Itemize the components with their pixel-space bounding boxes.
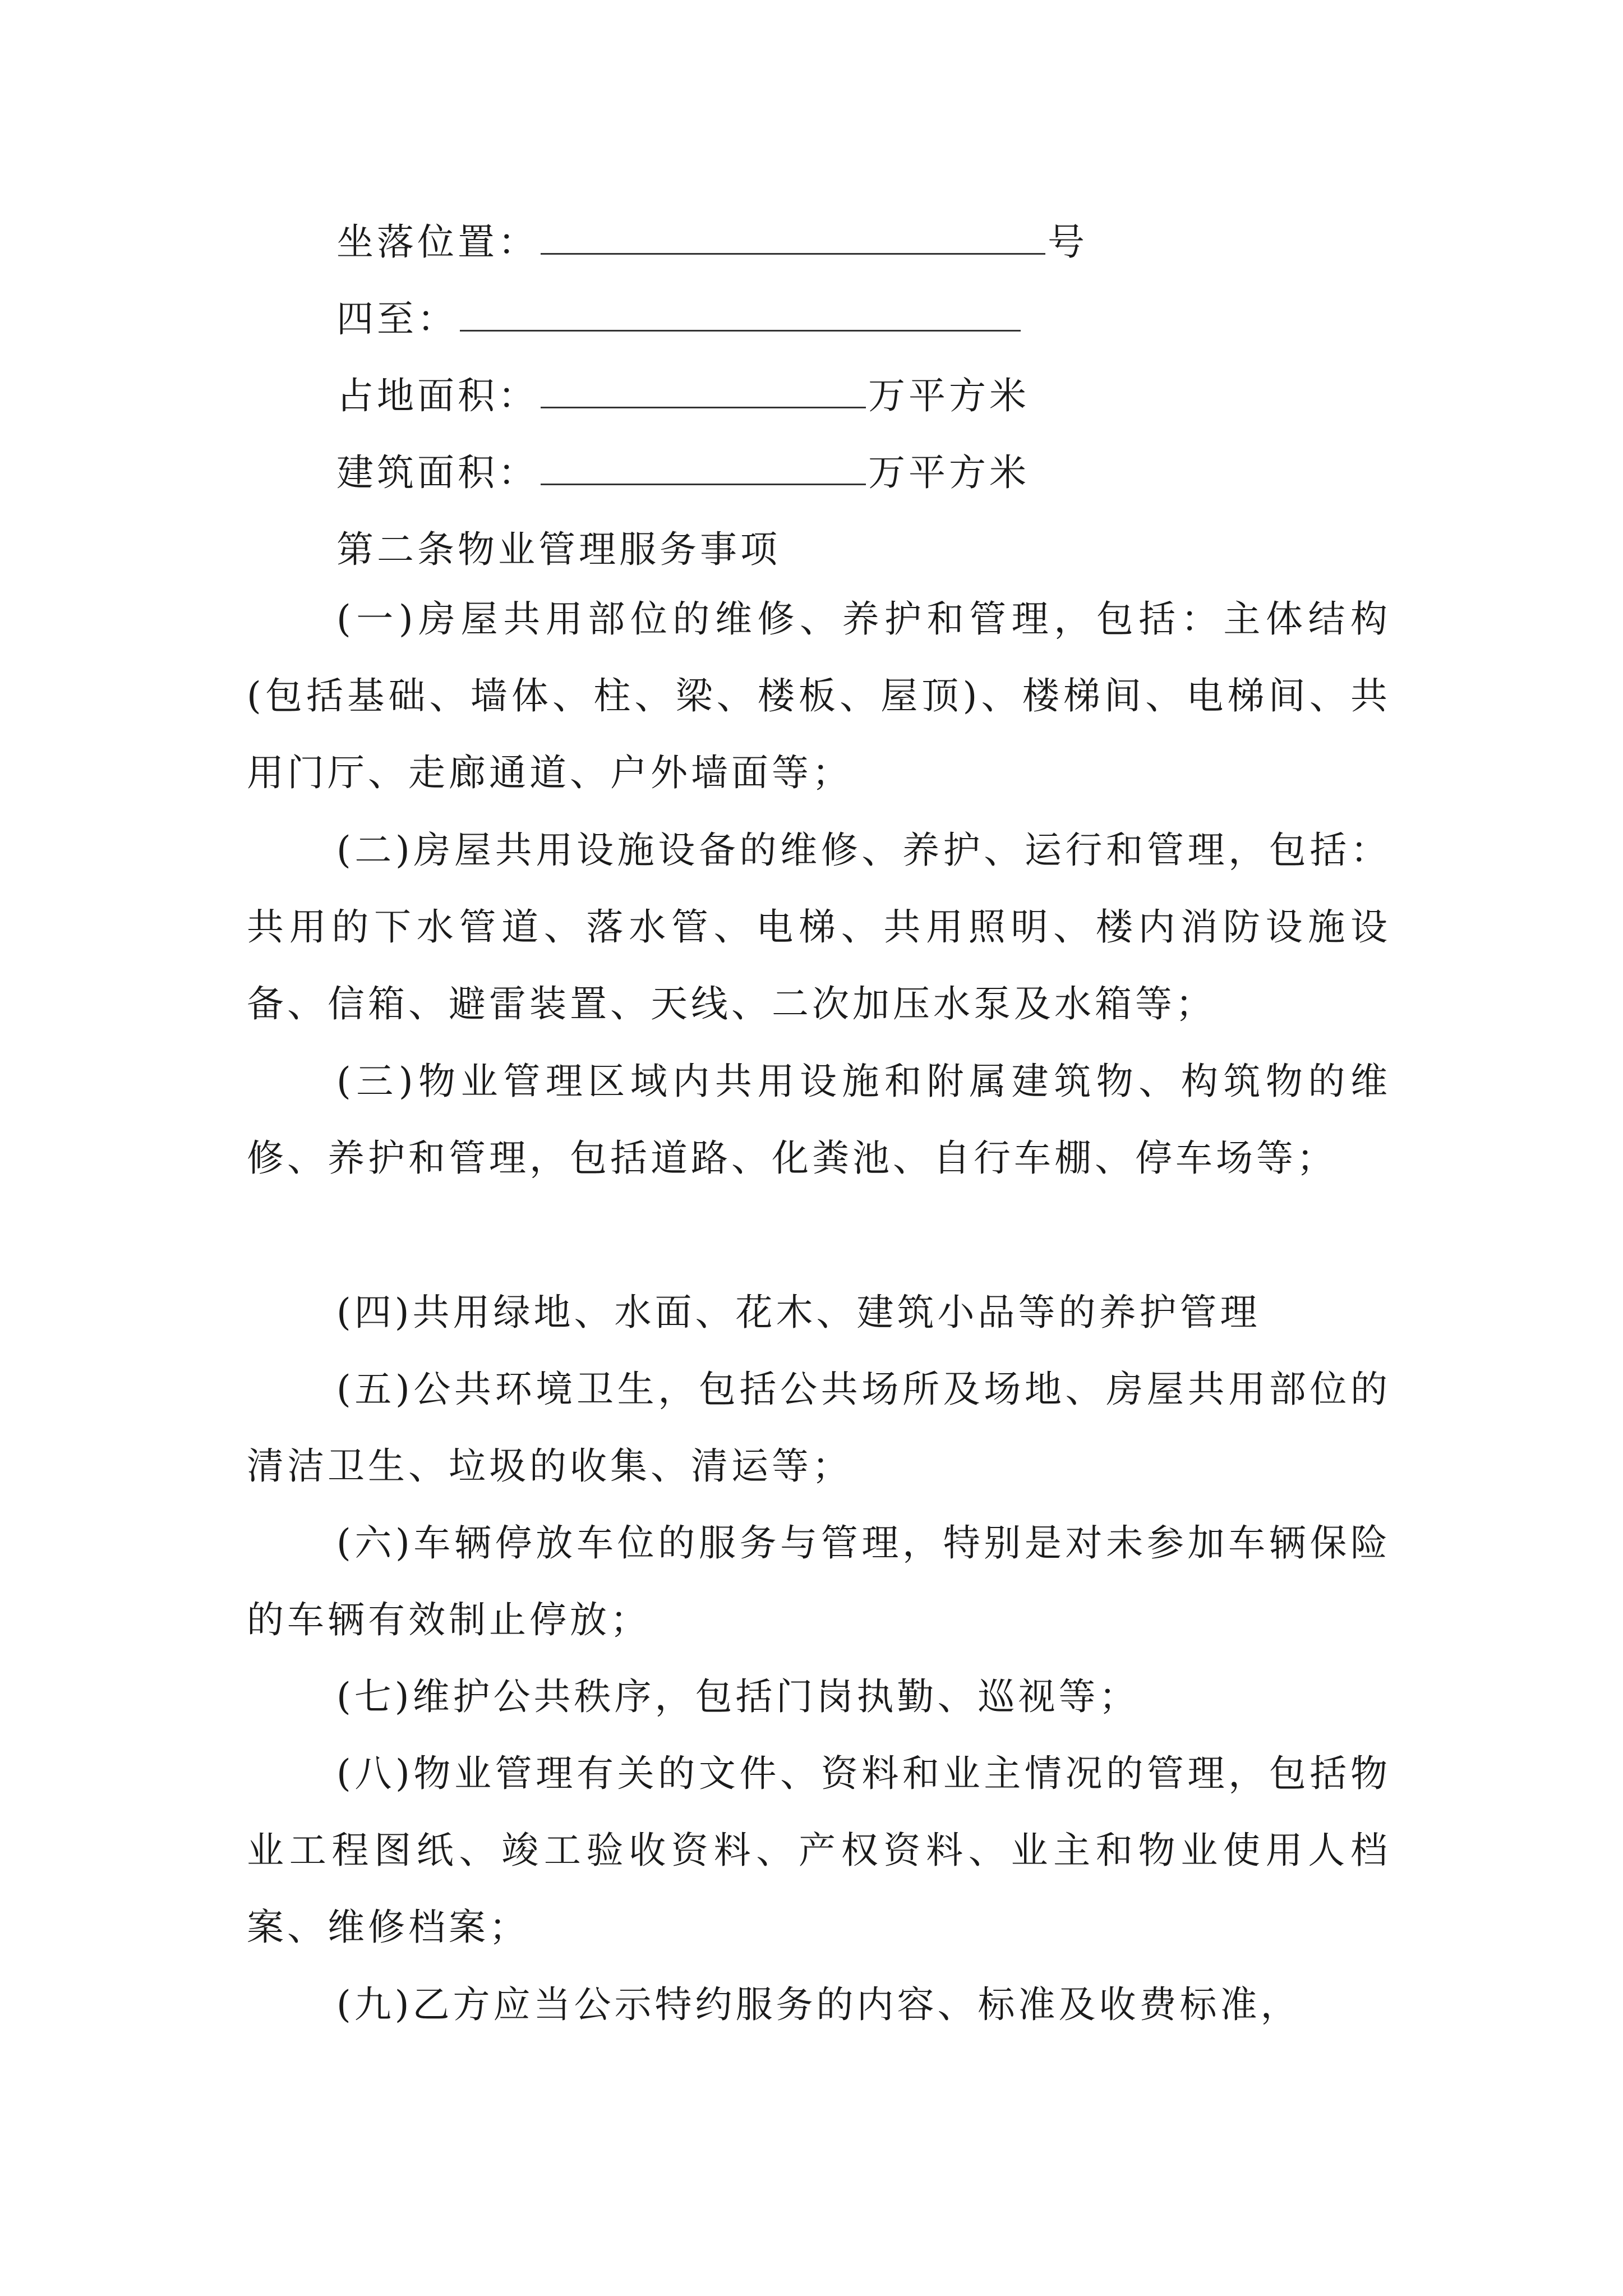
location-blank [541, 222, 1045, 255]
list-item: (六)车辆停放车位的服务与管理，特别是对未参加车辆保险的车辆有效制止停放； [247, 1521, 1391, 1641]
land-area-label: 占地面积： [336, 374, 538, 417]
list-item: (七)维护公共秩序，包括门岗执勤、巡视等； [336, 1675, 1140, 1718]
land-area-blank [541, 375, 866, 408]
building-area-unit: 万平方米 [868, 451, 1030, 494]
land-area-unit: 万平方米 [868, 374, 1030, 417]
list-item: (八)物业管理有关的文件、资料和业主情况的管理，包括物业工程图纸、竣工验收资料、产权资料、业主和物业使用人档案、维修档案； [247, 1752, 1391, 1949]
list-item: (四)共用绿地、水面、花木、建筑小品等的养护管理 [336, 1291, 1261, 1334]
list-item: (一)房屋共用部位的维修、养护和管理，包括：主体结构(包括基础、墙体、柱、梁、楼板、屋顶)、楼梯间、电梯间、共用门厅、走廊通道、户外墙面等； [247, 597, 1391, 794]
list-item: (九)乙方应当公示特约服务的内容、标准及收费标准， [336, 1983, 1301, 2026]
location-label: 坐落位置： [336, 220, 538, 264]
land-area-field [336, 374, 1030, 418]
boundary-blank [460, 298, 1021, 332]
boundary-field [336, 297, 1023, 342]
location-suffix: 号 [1048, 220, 1088, 264]
boundary-label: 四至： [336, 297, 458, 341]
list-item: (三)物业管理区域内共用设施和附属建筑物、构筑物的维修、养护和管理，包括道路、化粪池、自行车棚、停车场等； [247, 1060, 1391, 1180]
building-area-field [336, 450, 1030, 495]
article-title: 第二条物业管理服务事项 [336, 528, 781, 571]
location-field [336, 220, 1088, 265]
list-item: (二)房屋共用设施设备的维修、养护、运行和管理，包括：共用的下水管道、落水管、电梯、共用照明、楼内消防设施设备、信箱、避雷装置、天线、二次加压水泵及水箱等； [247, 829, 1391, 1025]
building-area-blank [541, 452, 866, 485]
list-item: (五)公共环境卫生，包括公共场所及场地、房屋共用部位的清洁卫生、垃圾的收集、清运等； [247, 1368, 1391, 1488]
building-area-label: 建筑面积： [336, 451, 538, 494]
